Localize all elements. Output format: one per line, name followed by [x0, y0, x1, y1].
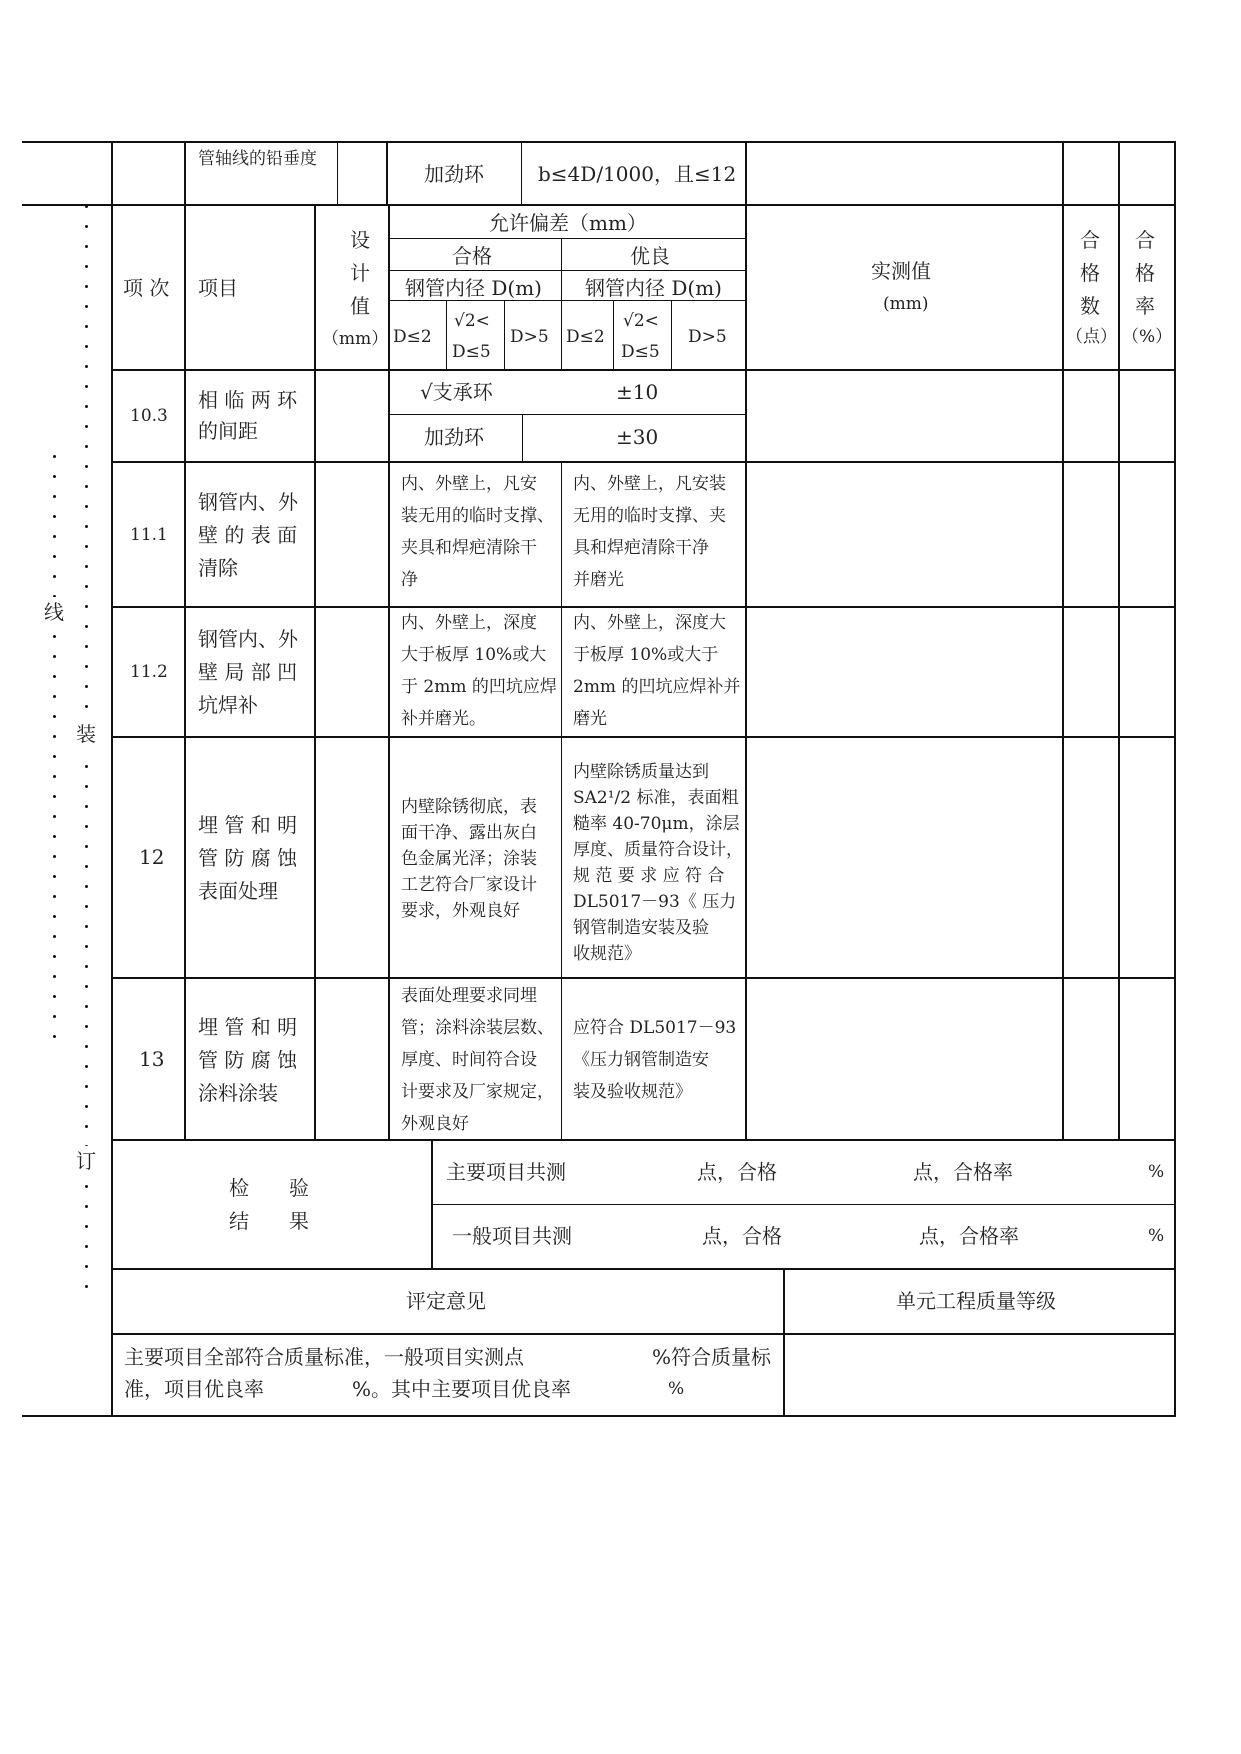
- row-val2: ±30: [616, 425, 659, 449]
- row-qualified-line: 计要求及厂家规定，: [401, 1082, 554, 1102]
- main-items-prefix: 主要项目共测: [446, 1160, 566, 1184]
- main-items-point-pass: 点，合格: [697, 1160, 777, 1184]
- row-qualified-line: 内、外壁上，凡安: [401, 474, 537, 494]
- row-excellent-line: SA2¹/2 标准，表面粗: [573, 788, 739, 808]
- row-qualified-line: 夹具和焊疤清除干: [401, 538, 537, 558]
- row-qualified-line: 内壁除锈彻底，表: [401, 797, 537, 817]
- header-e-d2b: D≤5: [621, 342, 660, 362]
- header-measured: 实测值: [871, 259, 931, 283]
- row-qualified-line: 色金属光泽；涂装: [401, 849, 537, 869]
- row-excellent-line: 并磨光: [573, 570, 624, 590]
- assessment-grade-label: 单元工程质量等级: [896, 1289, 1056, 1313]
- row-excellent-line: 于板厚 10%或大于: [573, 645, 719, 665]
- row-excellent-line: 内、外壁上，凡安装: [573, 474, 726, 494]
- header-e-d3: D>5: [688, 327, 727, 347]
- binding-label-order: 订: [76, 1146, 96, 1176]
- row-index: 13: [139, 1047, 165, 1071]
- top-row-item: 管轴线的铅垂度: [198, 149, 317, 169]
- row-excellent-line: 厚度、质量符合设计，: [573, 840, 743, 860]
- row-excellent-line: 应符合 DL5017－93: [573, 1018, 737, 1038]
- row-qualified-line: 面干净、露出灰白: [401, 823, 537, 843]
- binding-dots-outer: [53, 455, 57, 1055]
- binding-label-install: 装: [76, 719, 96, 749]
- general-items-point-rate: 点，合格率: [919, 1224, 1019, 1248]
- main-items-percent: %: [1148, 1162, 1165, 1182]
- row-qualified-line: 于 2mm 的凹坑应焊: [401, 677, 557, 697]
- row-excellent-line: DL5017－93《 压力: [573, 892, 737, 912]
- assessment-line1b: %符合质量标: [652, 1345, 772, 1369]
- header-pass-count-1: 合: [1080, 228, 1100, 252]
- row-excellent-line: 装及验收规范》: [573, 1082, 692, 1102]
- row-index: 12: [139, 845, 165, 869]
- general-items-percent: %: [1148, 1226, 1165, 1246]
- row-sub2: 加劲环: [424, 425, 484, 449]
- row-item-line: 相 临 两 环: [198, 388, 298, 412]
- header-pass-rate-3: 率: [1135, 294, 1155, 318]
- header-excellent: 优良: [630, 244, 670, 268]
- header-design-1: 设: [350, 228, 370, 252]
- row-item-line: 的间距: [198, 419, 258, 443]
- header-qualified: 合格: [452, 244, 492, 268]
- row-excellent-line: 具和焊疤清除干净: [573, 538, 709, 558]
- row-item-line: 埋 管 和 明: [198, 813, 298, 837]
- assessment-opinion-label: 评定意见: [406, 1289, 486, 1313]
- header-design-4: （mm）: [322, 329, 389, 349]
- row-excellent-line: 2mm 的凹坑应焊补并: [573, 677, 741, 697]
- header-measured-unit: (mm): [883, 294, 929, 314]
- row-qualified-line: 装无用的临时支撑、: [401, 506, 554, 526]
- header-pass-count-2: 格: [1080, 261, 1100, 285]
- row-excellent-line: 收规范》: [573, 944, 641, 964]
- row-excellent-line: 糙率 40-70μm，涂层: [573, 814, 740, 834]
- header-pass-rate-1: 合: [1135, 228, 1155, 252]
- row-index: 11.2: [130, 662, 168, 682]
- row-item-line: 壁 的 表 面: [198, 523, 298, 547]
- header-q-d1: D≤2: [393, 327, 432, 347]
- binding-dots-inner: [85, 205, 89, 1305]
- header-pass-count-4: （点）: [1066, 327, 1117, 347]
- header-design-2: 计: [350, 261, 370, 285]
- row-item-line: 壁 局 部 凹: [198, 660, 298, 684]
- row-item-line: 管 防 腐 蚀: [198, 1048, 298, 1072]
- assessment-line2b: %。其中主要项目优良率: [352, 1377, 572, 1401]
- assessment-line2a: 准，项目优良率: [124, 1377, 264, 1401]
- row-item-line: 表面处理: [198, 879, 278, 903]
- assessment-line1a: 主要项目全部符合质量标准，一般项目实测点: [124, 1345, 524, 1369]
- header-diameter-q: 钢管内径 D(m): [405, 276, 542, 300]
- header-e-d2a: √2<: [623, 311, 659, 331]
- general-items-prefix: 一般项目共测: [452, 1224, 572, 1248]
- row-qualified-line: 内、外壁上，深度: [401, 613, 537, 633]
- row-val1: ±10: [616, 380, 659, 404]
- row-qualified-line: 大于板厚 10%或大: [401, 645, 547, 665]
- row-excellent-line: 钢管制造安装及验: [573, 918, 709, 938]
- row-sub1: √支承环: [420, 380, 493, 404]
- top-row-tolerance: b≤4D/1000，且≤12: [538, 162, 737, 186]
- row-qualified-line: 表面处理要求同埋: [401, 986, 537, 1006]
- row-index: 10.3: [130, 406, 168, 426]
- header-index: 项 次: [123, 276, 170, 300]
- row-excellent-line: 磨光: [573, 709, 607, 729]
- row-excellent-line: 内、外壁上，深度大: [573, 613, 726, 633]
- inspection-label-1: 检 验: [229, 1176, 309, 1200]
- general-items-point-pass: 点，合格: [702, 1224, 782, 1248]
- row-qualified-line: 净: [401, 570, 418, 590]
- row-item-line: 埋 管 和 明: [198, 1015, 298, 1039]
- row-qualified-line: 厚度、时间符合设: [401, 1050, 537, 1070]
- header-item: 项目: [198, 276, 238, 300]
- header-q-d2b: D≤5: [452, 342, 491, 362]
- row-item-line: 涂料涂装: [198, 1081, 278, 1105]
- header-pass-rate-4: （%）: [1122, 327, 1173, 347]
- binding-label-line: 线: [44, 597, 64, 627]
- inspection-label-2: 结 果: [229, 1209, 309, 1233]
- assessment-line2c: %: [668, 1379, 685, 1399]
- header-diameter-e: 钢管内径 D(m): [585, 276, 722, 300]
- header-design-3: 值: [350, 294, 370, 318]
- row-excellent-line: 《压力钢管制造安: [573, 1050, 709, 1070]
- row-item-line: 钢管内、外: [198, 490, 298, 514]
- row-index: 11.1: [130, 525, 168, 545]
- row-excellent-line: 规 范 要 求 应 符 合: [573, 866, 725, 886]
- row-qualified-line: 外观良好: [401, 1114, 469, 1134]
- row-excellent-line: 无用的临时支撑、夹: [573, 506, 726, 526]
- header-q-d3: D>5: [510, 327, 549, 347]
- row-qualified-line: 补并磨光。: [401, 709, 486, 729]
- row-qualified-line: 管；涂料涂装层数、: [401, 1018, 554, 1038]
- header-e-d1: D≤2: [566, 327, 605, 347]
- header-pass-count-3: 数: [1080, 294, 1100, 318]
- row-item-line: 管 防 腐 蚀: [198, 846, 298, 870]
- top-row-sub: 加劲环: [424, 162, 484, 186]
- row-item-line: 坑焊补: [198, 693, 258, 717]
- header-q-d2a: √2<: [454, 311, 490, 331]
- row-qualified-line: 工艺符合厂家设计: [401, 875, 537, 895]
- row-excellent-line: 内壁除锈质量达到: [573, 762, 709, 782]
- header-tolerance: 允许偏差（mm）: [489, 211, 647, 235]
- row-item-line: 钢管内、外: [198, 627, 298, 651]
- row-qualified-line: 要求，外观良好: [401, 901, 520, 921]
- header-pass-rate-2: 格: [1135, 261, 1155, 285]
- row-item-line: 清除: [198, 556, 238, 580]
- main-items-point-rate: 点，合格率: [913, 1160, 1013, 1184]
